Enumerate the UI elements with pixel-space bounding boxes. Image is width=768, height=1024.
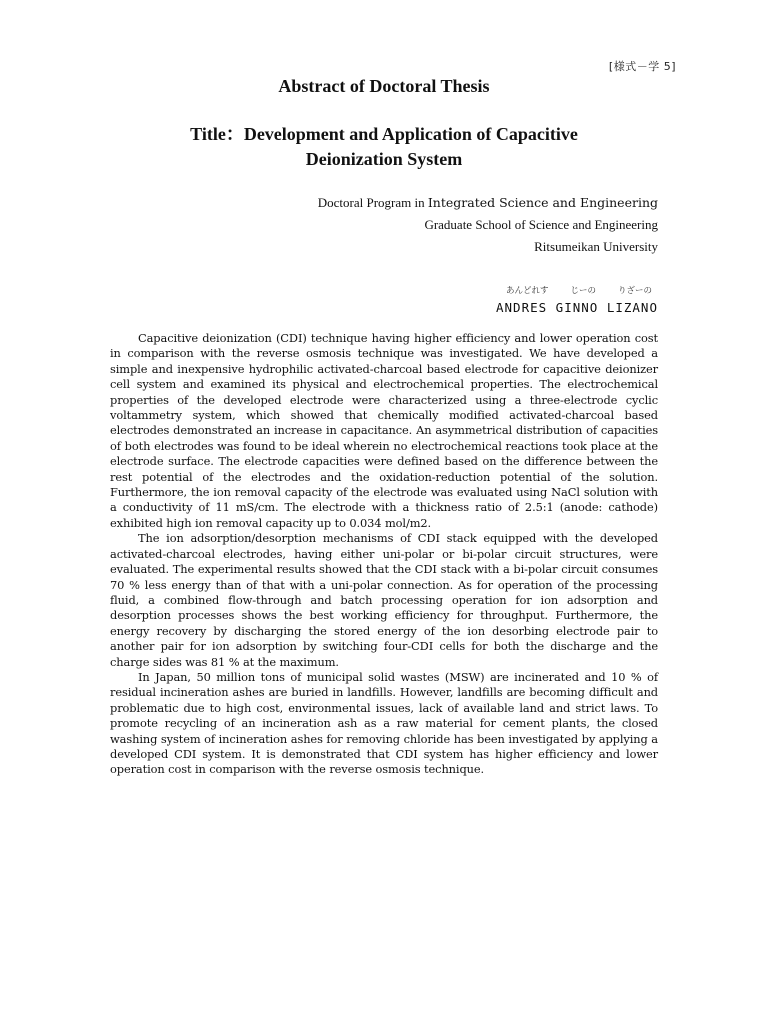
document-heading: Abstract of Doctoral Thesis bbox=[278, 76, 490, 96]
author-block bbox=[478, 284, 658, 315]
author-name: ANDRES GINNO LIZANO bbox=[496, 300, 658, 315]
thesis-title-line-2: Deionization System bbox=[305, 149, 463, 169]
program-prefix: Doctoral Program in bbox=[317, 195, 428, 210]
school-line: Graduate School of Science and Engineering bbox=[424, 217, 658, 232]
program-name: Integrated Science and Engineering bbox=[427, 195, 658, 210]
thesis-title-line-1: Title：Development and Application of Capacitive bbox=[190, 124, 578, 144]
abstract-body bbox=[110, 331, 658, 778]
thesis-title bbox=[110, 122, 658, 172]
ruby-given-name: あんどれす bbox=[506, 286, 549, 296]
abstract-paragraph-3: In Japan, 50 million tons of municipal solid wastes (MSW) are incinerated and 10 % of residual incineration ashes are buried in landfills. However, landfills are becoming difficult and problematic due to high cost, environmental issues, lack of available land and strict laws. To promote recycling of an incineration ash as a raw material for cement plants, the closed washing system of incineration ashes for removing chloride has been investigated by applying a developed CDI system. It is demonstrated that CDI system has higher efficiency and lower operation cost in comparison with the reverse osmosis technique. bbox=[110, 669, 658, 777]
author-ruby bbox=[478, 284, 658, 296]
ruby-middle-name: じーの bbox=[570, 286, 596, 296]
ruby-family-name: りざーの bbox=[617, 286, 652, 296]
form-code: [様式－学 5] bbox=[608, 60, 676, 73]
abstract-paragraph-2: The ion adsorption/desorption mechanisms of CDI stack equipped with the developed activated-charcoal electrodes, having either uni-polar or bi-polar circuit structures, were evaluated. The experimental results showed that the CDI stack with a bi-polar circuit consumes 70 % less energy than of that with a uni-polar connection. As for operation of the processing fluid, a combined flow-through and batch processing operation for ion adsorption and desorption processes shows the best working efficiency for throughput. Furthermore, the energy recovery by discharging the stored energy of the ion desorbing electrode pair to another pair for ion adsorption by switching four-CDI cells for both the discharge and the charge sides was 81 % at the maximum. bbox=[110, 531, 658, 669]
university-line: Ritsumeikan University bbox=[534, 239, 658, 254]
program-line bbox=[318, 195, 658, 211]
abstract-paragraph-1: Capacitive deionization (CDI) technique having higher efficiency and lower operation cost in comparison with the reverse osmosis technique was investigated. We have developed a simple and inexpensive hydrophilic activated-charcoal based electrode for capacitive deionizer cell system and examined its physical and electrochemical properties. The electrochemical properties of the developed electrode were characterized using a three-electrode cyclic voltammetry system, which showed that chemically modified activated-charcoal based electrodes demonstrated an increase in capacitance. An asymmetrical distribution of capacities of both electrodes was found to be ideal wherein no electrochemical reactions took place at the electrode surface. The electrode capacities were defined based on the difference between the rest potential of the electrodes and the oxidation-reduction potential of the solution. Furthermore, the ion removal capacity of the electrode was evaluated using NaCl solution with a conductivity of 11 mS/cm. The electrode with a thickness ratio of 2.5:1 (anode: cathode) exhibited high ion removal capacity up to 0.034 mol/m2. bbox=[110, 331, 658, 530]
